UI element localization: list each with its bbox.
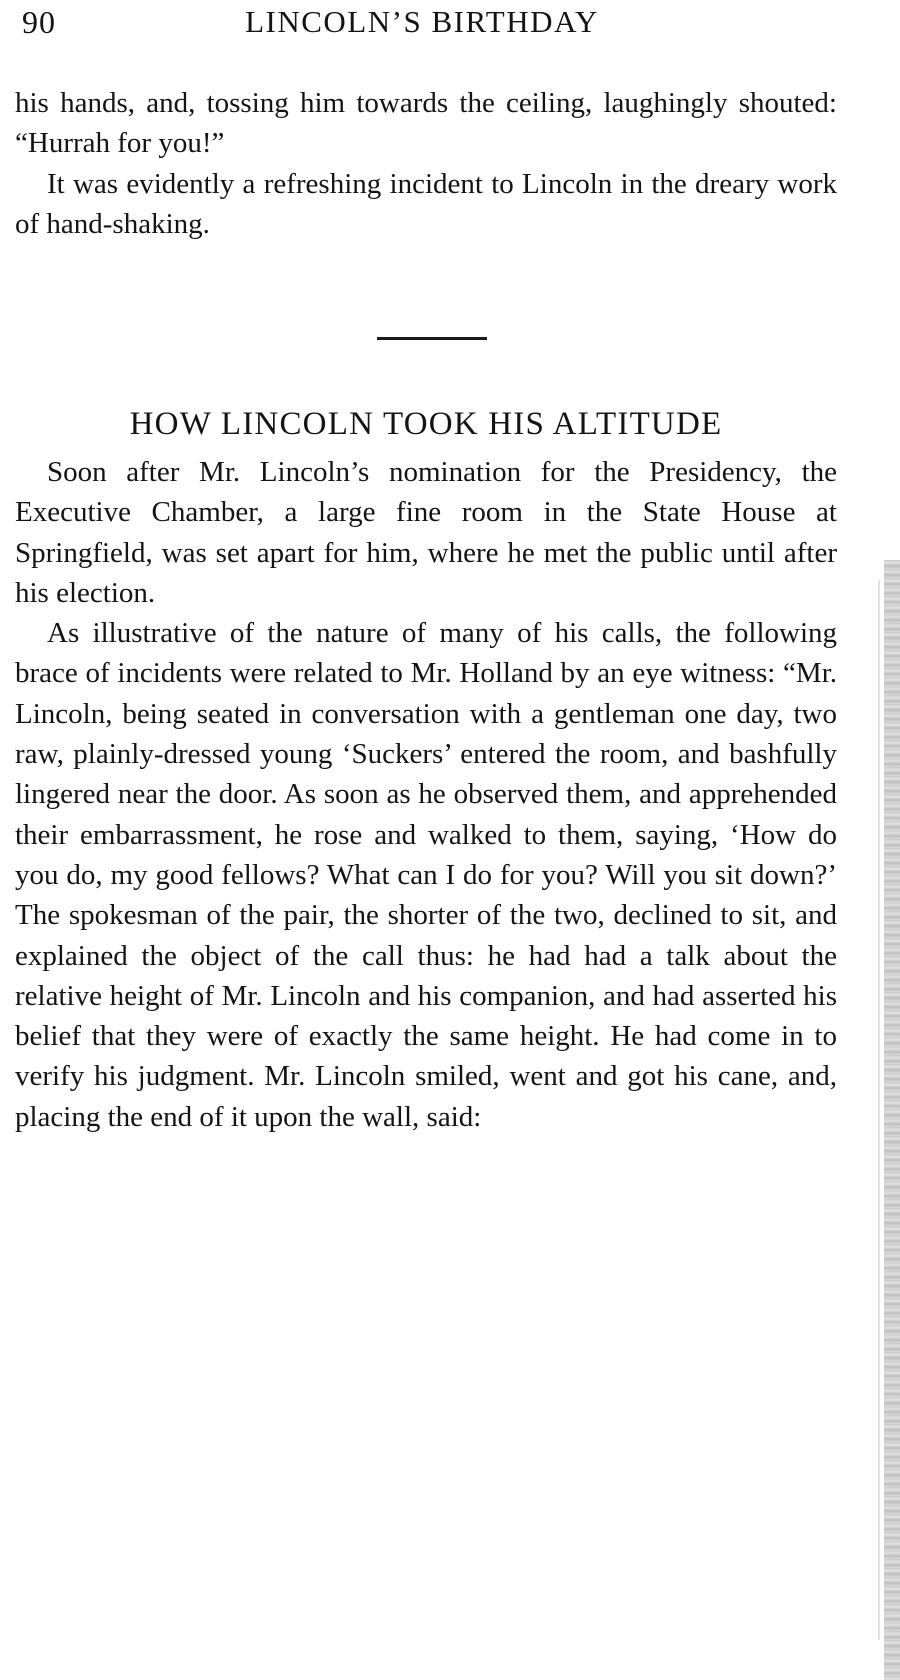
page-number: 90	[22, 4, 56, 40]
section-title: HOW LINCOLN TOOK HIS ALTITUDE	[129, 406, 723, 442]
paragraph: It was evidently a refreshing incident to Lincoln in the dreary work of hand-shaking.	[15, 167, 837, 240]
page-edge-shadow	[884, 560, 900, 1680]
running-title: LINCOLN’S BIRTHDAY	[245, 4, 599, 39]
continued-text	[15, 83, 837, 244]
section-body	[15, 452, 837, 1137]
paragraph: Soon after Mr. Lincoln’s nomination for the Presidency, the Executive Chamber, a large fine room in the State House at Springfield, was set apart for him, where he met the public until after his election.	[15, 456, 837, 609]
paragraph: As illustrative of the nature of many of his calls, the following brace of incidents were related to Mr. Holland by an eye witness: “Mr. Lincoln, being seated in conversation with a gentleman one day, two raw, plainly-dressed young ‘Suckers’ entered the room, and bashfully lingered near the door. As soon as he observed them, and apprehended their embarrassment, he rose and walked to them, saying, ‘How do you do, my good fellows? What can I do for you? Will you sit down?’ The spokesman of the pair, the shorter of the two, declined to sit, and explained the object of the call thus: he had had a talk about the relative height of Mr. Lincoln and his companion, and had asserted his belief that they were of exactly the same height. He had come in to verify his judgment. Mr. Lincoln smiled, went and got his cane, and, placing the end of it upon the wall, said:	[15, 617, 837, 1133]
running-head	[18, 4, 826, 48]
page-edge-line	[878, 580, 880, 1640]
section-divider	[377, 337, 487, 340]
paragraph-continued: his hands, and, tossing him towards the ceiling, laughingly shouted: “Hurrah for you!”	[15, 87, 837, 160]
